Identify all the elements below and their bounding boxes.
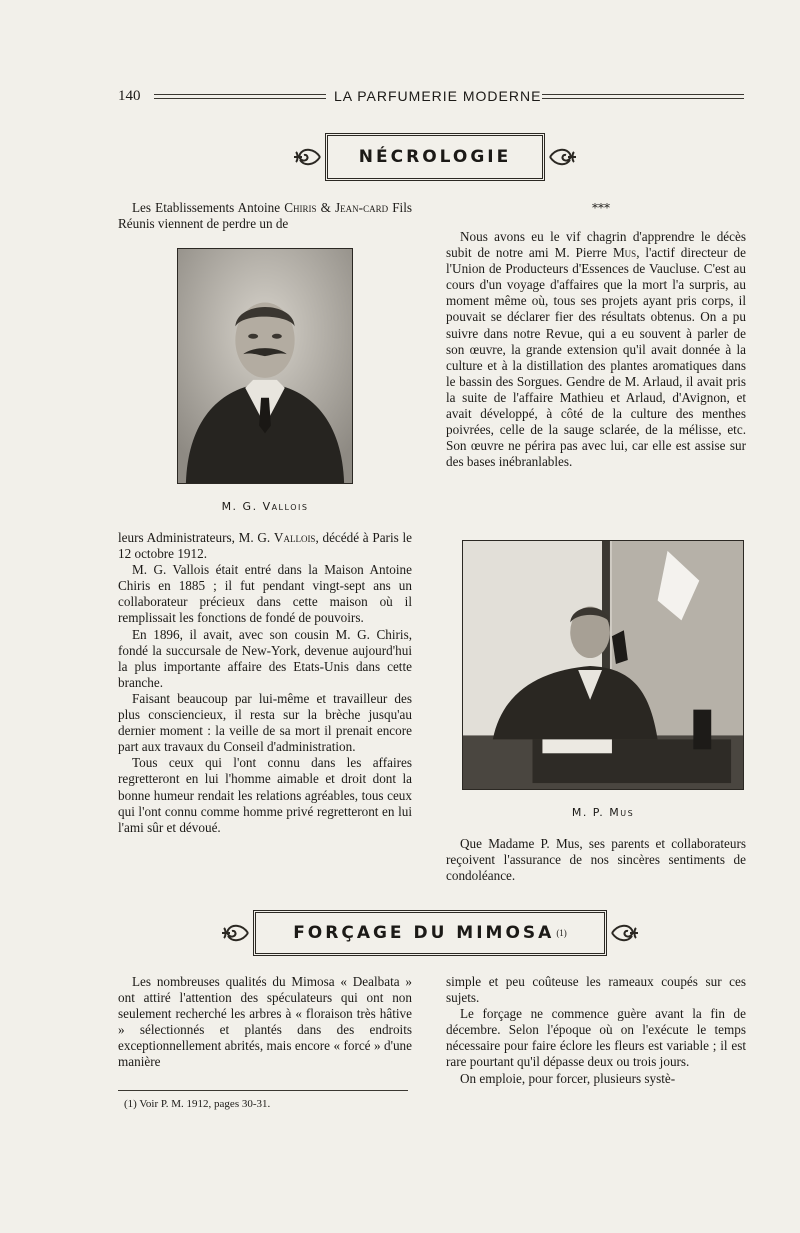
footnote: (1) Voir P. M. 1912, pages 30-31. [124, 1098, 271, 1110]
mus-text-b: , l'actif directeur de l'Union de Producteurs d'Essences de Vaucluse. C'est au cours d'un voyage d'affaires que la mort l'a surpris, au moment même où, tous ses projets ayant pris corps, il pouvait se déclarer fier des résultats obtenus. On a pu suivre dans notre Revue, qui a eu souvent à parler de son œuvre, la grande extension qu'il avait donnée à la culture et à la distillation des plantes aromatiques dans le bassin des Sorgues. Gendre de M. Arlaud, il avait pris la suite de l'affaire Mathieu et Arlaud, d'Avignon, et avait développé, à côté de la culture des menthes poivrées, celle de la sauge sclarée, de la mélisse, etc. Son œuvre ne périra pas avec lui, car elle est assise sur des bases inébranlables. [446, 245, 746, 470]
fleuron-icon [546, 140, 580, 174]
intro-name-jeancard: Jean-card [335, 200, 389, 215]
intro-name-chiris: Chiris [284, 200, 317, 215]
mus-para-1 [446, 229, 746, 470]
section-title-necrologie: NÉCROLOGIE [358, 147, 512, 167]
intro-text-c: Fils Réunis viennent de perdre un de [118, 200, 412, 232]
obituary-para-2: M. G. Vallois était entré dans la Maison Antoine Chiris en 1885 ; il fut pendant vingt-sept ans un collaborateur précieux dans cette maison où il remplissait les fonctions de fondé de pouvoirs. [118, 562, 412, 626]
journal-title: LA PARFUMERIE MODERNE [334, 88, 542, 104]
caption-mus-text: M. P. Mus [571, 806, 635, 819]
mimosa-para-2: simple et peu coûteuse les rameaux coupés sur ces sujets. [446, 974, 746, 1006]
mus-name: Mus [612, 245, 637, 261]
obituary-para-3: En 1896, il avait, avec son cousin M. G. Chiris, fondé la succursale de New-York, devenue aujourd'hui la plus importante affaire des Etats-Unis dans cette branche. [118, 626, 412, 690]
condolences-para: Que Madame P. Mus, ses parents et collaborateurs reçoivent l'assurance de nos sincères sentiments de condoléance. [446, 836, 746, 884]
fleuron-icon [218, 916, 252, 950]
footnote-ref: (1) [556, 928, 567, 938]
intro-text-a: Les Etablissements Antoine [132, 200, 285, 215]
fleuron-icon [608, 916, 642, 950]
asterism: ⁎⁎⁎ [592, 197, 610, 211]
intro-text-b: & [316, 200, 336, 215]
caption-mus [462, 806, 744, 819]
mimosa-banner [218, 908, 642, 958]
obituary-para-1 [118, 530, 412, 562]
mus-text-a: Nous avons eu le vif chagrin d'apprendre le décès subit de notre ami M. Pierre [446, 229, 746, 261]
obituary-para-5: Tous ceux qui l'ont connu dans les affaires regretteront en lui l'homme aimable et droit dont la bonne humeur rendait les relations agréables, tous ceux qui l'ont connu comme homme privé regretteront en lui l'ami sûr et dévoué. [118, 755, 412, 835]
office-photo [462, 540, 744, 790]
header-rule-right [542, 94, 744, 99]
mimosa-left-column [118, 974, 412, 1071]
condolences [446, 836, 746, 884]
obituary-name: Vallois [273, 530, 316, 545]
mus-obituary [446, 229, 746, 470]
intro-paragraph [118, 200, 412, 232]
obituary-para-4: Faisant beaucoup par lui-même et travailleur des plus consciencieux, il resta sur la brèche jusqu'au dernier moment : la veille de sa mort il prenait encore part aux travaux du Conseil d'administration. [118, 690, 412, 755]
vallois-obituary [118, 530, 412, 836]
mimosa-frame [253, 910, 607, 956]
section-title-mimosa: FORÇAGE DU MIMOSA [293, 923, 555, 943]
mimosa-right-column [446, 974, 746, 1087]
page-number: 140 [118, 88, 141, 104]
portrait-photo [177, 248, 353, 484]
footnote-rule [118, 1090, 408, 1091]
caption-vallois [177, 500, 353, 513]
necrologie-frame [325, 133, 545, 181]
fleuron-icon [290, 140, 324, 174]
necrologie-banner [290, 132, 580, 182]
caption-vallois-text: M. G. Vallois [221, 500, 309, 513]
header-rule-left [154, 94, 326, 99]
mimosa-para-1: Les nombreuses qualités du Mimosa « Dealbata » ont attiré l'attention des spéculateurs qui ont non seulement recherché les arbres à « floraison très hâtive » sélectionnés et plantés dans des endroits exceptionnellement abrités, mais encore « forcé » d'une manière [118, 974, 412, 1070]
mimosa-para-3: Le forçage ne commence guère avant la fin de décembre. Selon l'époque où on l'exécute le temps nécessaire pour faire éclore les fleurs est variable ; il est rare pourtant qu'il dépasse deux ou trois jours. [446, 1006, 746, 1070]
running-header [118, 88, 744, 108]
obituary-text-a: leurs Administrateurs, M. G. [118, 530, 274, 545]
obituary-text-b: , décédé à Paris le 12 octobre 1912. [118, 530, 412, 562]
mimosa-para-4: On emploie, pour forcer, plusieurs systè- [460, 1070, 676, 1086]
